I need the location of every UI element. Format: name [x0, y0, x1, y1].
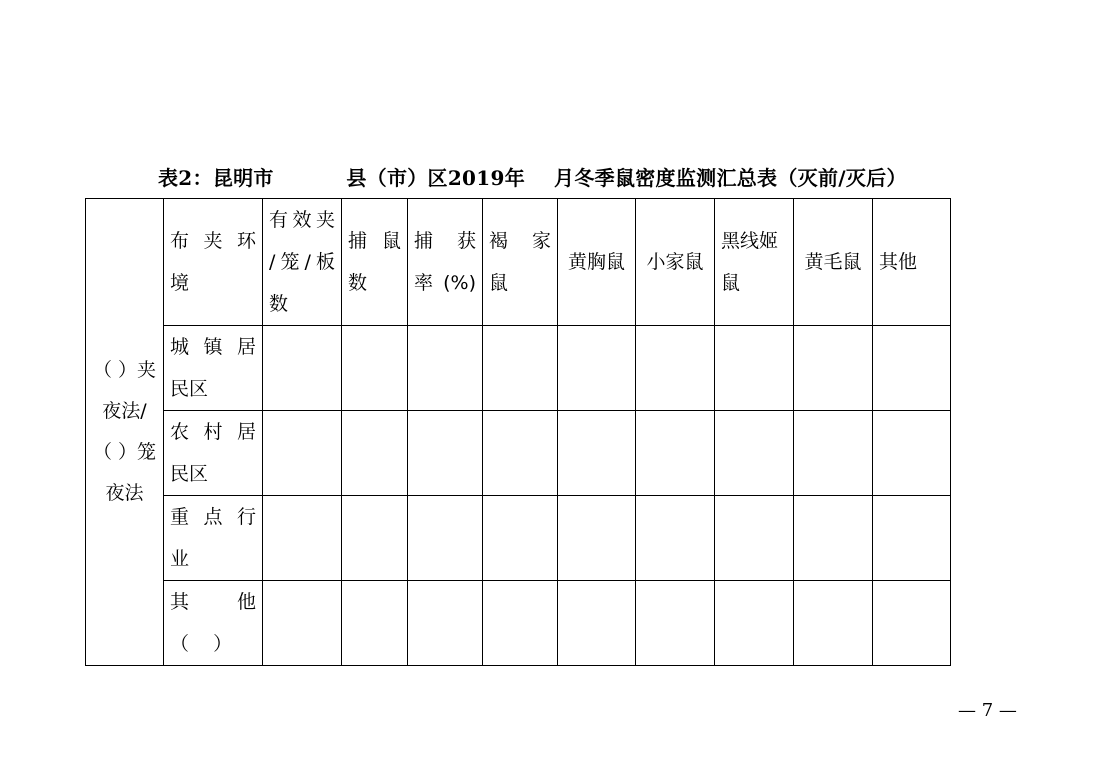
- header-heixianji-line-2: 鼠: [721, 272, 741, 294]
- data-cell[interactable]: [408, 326, 483, 411]
- data-cell[interactable]: [558, 326, 636, 411]
- method-cell: [86, 199, 164, 666]
- data-cell[interactable]: [794, 496, 873, 581]
- header-env-line-2: 境: [170, 272, 190, 294]
- data-cell[interactable]: [483, 496, 558, 581]
- data-cell[interactable]: [342, 411, 408, 496]
- env-cell: [164, 411, 263, 496]
- header-caught-line-2: 数: [348, 272, 368, 294]
- header-other-label: 其他: [879, 250, 918, 273]
- data-cell[interactable]: [558, 496, 636, 581]
- table-row: [86, 326, 951, 411]
- env-label-line-1: 重点行: [170, 506, 256, 528]
- page-number: — 7 —: [958, 700, 1017, 721]
- table-title: 表2：昆明市 县（市）区2019年 月冬季鼠密度监测汇总表（灭前/灭后）: [158, 166, 907, 190]
- env-label-line-2: 民区: [170, 378, 209, 400]
- header-huangxiong: [558, 199, 636, 326]
- data-cell[interactable]: [558, 411, 636, 496]
- env-label-line-1: 农村居: [170, 421, 256, 443]
- data-cell[interactable]: [873, 496, 951, 581]
- data-cell[interactable]: [794, 581, 873, 666]
- data-cell[interactable]: [794, 411, 873, 496]
- survey-table: [85, 198, 951, 666]
- header-env-line-1: 布夹环: [170, 230, 256, 252]
- method-line-3: （ ）笼: [92, 441, 157, 463]
- data-cell[interactable]: [636, 496, 715, 581]
- header-huangmao-label: 黄毛鼠: [804, 250, 862, 273]
- data-cell[interactable]: [483, 326, 558, 411]
- method-line-4: 夜法: [105, 482, 144, 504]
- env-cell: [164, 581, 263, 666]
- env-label-line-1: 其 他: [170, 591, 256, 613]
- header-huangxiong-label: 黄胸鼠: [567, 250, 625, 273]
- data-cell[interactable]: [408, 411, 483, 496]
- env-label-line-2: 业: [170, 548, 190, 570]
- data-cell[interactable]: [636, 326, 715, 411]
- data-cell[interactable]: [483, 411, 558, 496]
- header-huangmao: [794, 199, 873, 326]
- header-other: [873, 199, 951, 326]
- env-label-line-2: 民区: [170, 463, 209, 485]
- data-cell[interactable]: [715, 411, 794, 496]
- data-cell[interactable]: [873, 411, 951, 496]
- data-cell[interactable]: [263, 496, 342, 581]
- data-cell[interactable]: [408, 496, 483, 581]
- data-cell[interactable]: [408, 581, 483, 666]
- data-cell[interactable]: [342, 581, 408, 666]
- header-brown-rat: [483, 199, 558, 326]
- header-rate: [408, 199, 483, 326]
- header-caught-line-1: 捕鼠: [348, 230, 401, 252]
- header-effective-line-1: 有效夹: [269, 209, 335, 231]
- env-cell: [164, 326, 263, 411]
- method-line-2: 夜法/: [102, 400, 147, 422]
- data-cell[interactable]: [636, 581, 715, 666]
- header-effective-line-3: 数: [269, 293, 289, 315]
- table-row: [86, 496, 951, 581]
- data-cell[interactable]: [715, 496, 794, 581]
- env-label-line-2: （ ）: [170, 633, 233, 655]
- data-cell[interactable]: [263, 411, 342, 496]
- header-caught: [342, 199, 408, 326]
- data-cell[interactable]: [715, 326, 794, 411]
- header-brown-rat-line-2: 鼠: [489, 272, 509, 294]
- header-effective: [263, 199, 342, 326]
- method-line-1: （ ）夹: [92, 359, 157, 381]
- table-row: [86, 581, 951, 666]
- header-env: [164, 199, 263, 326]
- header-heixianji-line-1: 黑线姬: [721, 230, 779, 252]
- env-cell: [164, 496, 263, 581]
- header-brown-rat-line-1: 褐家: [489, 230, 551, 252]
- data-cell[interactable]: [342, 496, 408, 581]
- data-cell[interactable]: [558, 581, 636, 666]
- header-xiaojia-label: 小家鼠: [646, 250, 704, 273]
- header-rate-line-1: 捕获: [414, 230, 476, 252]
- data-cell[interactable]: [263, 326, 342, 411]
- data-cell[interactable]: [873, 581, 951, 666]
- header-effective-line-2: /笼/板: [269, 251, 335, 273]
- header-xiaojia: [636, 199, 715, 326]
- data-cell[interactable]: [483, 581, 558, 666]
- header-heixianji: [715, 199, 794, 326]
- data-cell[interactable]: [342, 326, 408, 411]
- data-cell[interactable]: [636, 411, 715, 496]
- data-cell[interactable]: [873, 326, 951, 411]
- data-cell[interactable]: [715, 581, 794, 666]
- data-cell[interactable]: [794, 326, 873, 411]
- table-row: [86, 411, 951, 496]
- data-cell[interactable]: [263, 581, 342, 666]
- header-rate-line-2: 率(%): [414, 272, 476, 294]
- env-label-line-1: 城镇居: [170, 336, 256, 358]
- header-row: [86, 199, 951, 326]
